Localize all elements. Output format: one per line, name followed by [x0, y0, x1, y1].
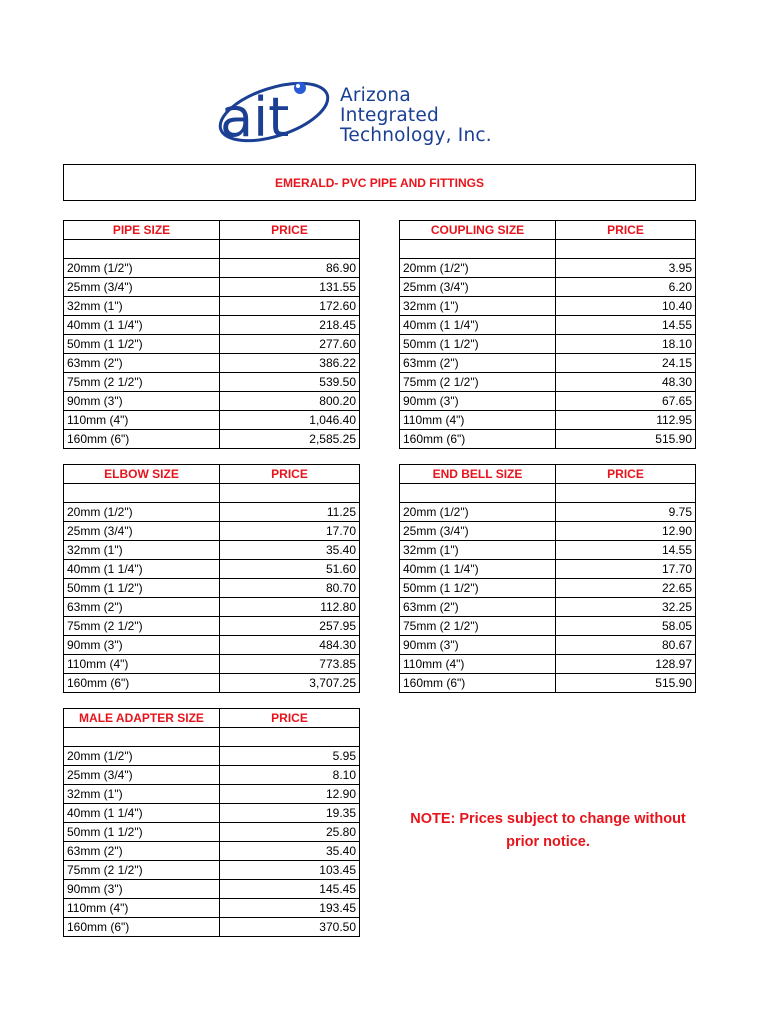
- price-cell: 6.20: [556, 278, 696, 297]
- table-row: [400, 636, 696, 655]
- table-header-row: [400, 465, 696, 484]
- size-cell: 160mm (6"): [400, 674, 556, 693]
- size-cell: 75mm (2 1/2"): [64, 861, 220, 880]
- size-cell: 110mm (4"): [64, 899, 220, 918]
- price-cell: 773.85: [220, 655, 360, 674]
- size-cell: 160mm (6"): [64, 918, 220, 937]
- table-row: [400, 278, 696, 297]
- size-cell: 40mm (1 1/4"): [400, 316, 556, 335]
- size-cell: 25mm (3/4"): [64, 522, 220, 541]
- size-cell: 20mm (1/2"): [400, 259, 556, 278]
- size-cell: 32mm (1"): [64, 785, 220, 804]
- price-cell: 48.30: [556, 373, 696, 392]
- price-cell: 35.40: [220, 541, 360, 560]
- table-header-row: [64, 465, 360, 484]
- table-row: [400, 655, 696, 674]
- size-cell: 75mm (2 1/2"): [400, 373, 556, 392]
- price-cell: 22.65: [556, 579, 696, 598]
- size-cell: 110mm (4"): [64, 655, 220, 674]
- size-cell: 90mm (3"): [64, 392, 220, 411]
- table-row: [400, 674, 696, 693]
- price-cell: 484.30: [220, 636, 360, 655]
- price-cell: 218.45: [220, 316, 360, 335]
- blank-cell: [220, 484, 360, 503]
- ait-logo-mark: [214, 74, 344, 154]
- price-cell: 5.95: [220, 747, 360, 766]
- size-cell: 75mm (2 1/2"): [64, 617, 220, 636]
- price-cell: 8.10: [220, 766, 360, 785]
- table-row: [400, 560, 696, 579]
- table-row: [64, 579, 360, 598]
- logo-mark-text: ait: [220, 86, 290, 149]
- table-row: [64, 560, 360, 579]
- price-cell: 80.70: [220, 579, 360, 598]
- price-cell: 24.15: [556, 354, 696, 373]
- price-cell: 103.45: [220, 861, 360, 880]
- price-cell: 172.60: [220, 297, 360, 316]
- price-cell: 131.55: [220, 278, 360, 297]
- size-cell: 90mm (3"): [400, 636, 556, 655]
- size-cell: 40mm (1 1/4"): [400, 560, 556, 579]
- elbow-price-table: [63, 464, 360, 693]
- size-cell: 63mm (2"): [400, 598, 556, 617]
- size-cell: 63mm (2"): [64, 598, 220, 617]
- price-cell: 11.25: [220, 503, 360, 522]
- table-row: [64, 766, 360, 785]
- table-row: [400, 541, 696, 560]
- size-cell: 50mm (1 1/2"): [400, 579, 556, 598]
- size-cell: 50mm (1 1/2"): [64, 579, 220, 598]
- size-column-header: MALE ADAPTER SIZE: [64, 709, 220, 728]
- price-cell: 35.40: [220, 842, 360, 861]
- company-name-line-2: Integrated: [340, 105, 439, 126]
- table-header-row: [400, 221, 696, 240]
- male-adapter-price-table: [63, 708, 360, 937]
- price-column-header: PRICE: [556, 465, 696, 484]
- note-line-2: prior notice.: [506, 834, 590, 850]
- price-cell: 800.20: [220, 392, 360, 411]
- size-cell: 90mm (3"): [64, 880, 220, 899]
- size-cell: 25mm (3/4"): [64, 766, 220, 785]
- price-column-header: PRICE: [556, 221, 696, 240]
- size-cell: 90mm (3"): [400, 392, 556, 411]
- price-cell: 58.05: [556, 617, 696, 636]
- table-row: [400, 297, 696, 316]
- blank-row: [64, 728, 360, 747]
- price-cell: 12.90: [556, 522, 696, 541]
- table-row: [64, 335, 360, 354]
- price-column-header: PRICE: [220, 221, 360, 240]
- table-row: [64, 411, 360, 430]
- size-cell: 63mm (2"): [400, 354, 556, 373]
- blank-cell: [556, 240, 696, 259]
- price-column-header: PRICE: [220, 465, 360, 484]
- size-cell: 75mm (2 1/2"): [64, 373, 220, 392]
- company-logo: [214, 74, 554, 154]
- table-row: [64, 674, 360, 693]
- size-cell: 25mm (3/4"): [400, 522, 556, 541]
- price-cell: 17.70: [556, 560, 696, 579]
- size-cell: 20mm (1/2"): [64, 503, 220, 522]
- blank-cell: [400, 484, 556, 503]
- blank-cell: [220, 240, 360, 259]
- table-row: [64, 655, 360, 674]
- price-cell: 112.80: [220, 598, 360, 617]
- price-cell: 193.45: [220, 899, 360, 918]
- table-row: [64, 297, 360, 316]
- blank-cell: [64, 728, 220, 747]
- size-cell: 50mm (1 1/2"): [64, 823, 220, 842]
- price-cell: 18.10: [556, 335, 696, 354]
- document-title: EMERALD- PVC PIPE AND FITTINGS: [63, 164, 696, 201]
- table-row: [400, 617, 696, 636]
- table-header-row: [64, 709, 360, 728]
- price-cell: 539.50: [220, 373, 360, 392]
- price-cell: 257.95: [220, 617, 360, 636]
- blank-cell: [64, 484, 220, 503]
- table-row: [64, 503, 360, 522]
- size-cell: 32mm (1"): [400, 297, 556, 316]
- table-row: [400, 430, 696, 449]
- table-row: [400, 259, 696, 278]
- price-cell: 14.55: [556, 541, 696, 560]
- size-cell: 63mm (2"): [64, 842, 220, 861]
- table-row: [64, 354, 360, 373]
- size-cell: 75mm (2 1/2"): [400, 617, 556, 636]
- price-cell: 80.67: [556, 636, 696, 655]
- company-name-line-3: Technology, Inc.: [340, 125, 492, 146]
- table-row: [400, 579, 696, 598]
- table-row: [64, 430, 360, 449]
- price-cell: 370.50: [220, 918, 360, 937]
- table-row: [64, 785, 360, 804]
- price-cell: 515.90: [556, 430, 696, 449]
- blank-row: [400, 484, 696, 503]
- price-cell: 25.80: [220, 823, 360, 842]
- table-row: [64, 373, 360, 392]
- size-cell: 25mm (3/4"): [64, 278, 220, 297]
- price-cell: 14.55: [556, 316, 696, 335]
- table-row: [64, 316, 360, 335]
- size-column-header: PIPE SIZE: [64, 221, 220, 240]
- blank-row: [64, 240, 360, 259]
- price-cell: 12.90: [220, 785, 360, 804]
- size-cell: 50mm (1 1/2"): [64, 335, 220, 354]
- table-row: [64, 804, 360, 823]
- size-column-header: END BELL SIZE: [400, 465, 556, 484]
- size-cell: 20mm (1/2"): [400, 503, 556, 522]
- size-cell: 25mm (3/4"): [400, 278, 556, 297]
- table-row: [64, 278, 360, 297]
- note-line-1: NOTE: Prices subject to change without: [410, 811, 686, 827]
- price-cell: 67.65: [556, 392, 696, 411]
- size-cell: 160mm (6"): [64, 674, 220, 693]
- price-cell: 19.35: [220, 804, 360, 823]
- price-note: [398, 808, 698, 854]
- blank-cell: [64, 240, 220, 259]
- price-cell: 17.70: [220, 522, 360, 541]
- size-cell: 32mm (1"): [400, 541, 556, 560]
- table-row: [64, 880, 360, 899]
- price-cell: 515.90: [556, 674, 696, 693]
- size-column-header: ELBOW SIZE: [64, 465, 220, 484]
- table-row: [400, 411, 696, 430]
- price-cell: 145.45: [220, 880, 360, 899]
- size-cell: 50mm (1 1/2"): [400, 335, 556, 354]
- table-row: [64, 522, 360, 541]
- size-cell: 110mm (4"): [400, 655, 556, 674]
- size-cell: 20mm (1/2"): [64, 259, 220, 278]
- size-cell: 32mm (1"): [64, 541, 220, 560]
- table-row: [64, 541, 360, 560]
- blank-row: [64, 484, 360, 503]
- price-cell: 1,046.40: [220, 411, 360, 430]
- size-cell: 90mm (3"): [64, 636, 220, 655]
- table-row: [64, 259, 360, 278]
- price-cell: 3,707.25: [220, 674, 360, 693]
- table-row: [400, 316, 696, 335]
- size-cell: 40mm (1 1/4"): [64, 804, 220, 823]
- size-cell: 110mm (4"): [64, 411, 220, 430]
- price-cell: 128.97: [556, 655, 696, 674]
- blank-cell: [220, 728, 360, 747]
- price-cell: 277.60: [220, 335, 360, 354]
- table-row: [64, 617, 360, 636]
- table-row: [400, 503, 696, 522]
- table-row: [400, 335, 696, 354]
- size-cell: 63mm (2"): [64, 354, 220, 373]
- size-column-header: COUPLING SIZE: [400, 221, 556, 240]
- price-cell: 10.40: [556, 297, 696, 316]
- price-cell: 51.60: [220, 560, 360, 579]
- table-header-row: [64, 221, 360, 240]
- price-cell: 32.25: [556, 598, 696, 617]
- size-cell: 32mm (1"): [64, 297, 220, 316]
- size-cell: 160mm (6"): [400, 430, 556, 449]
- blank-cell: [400, 240, 556, 259]
- price-cell: 2,585.25: [220, 430, 360, 449]
- coupling-price-table: [399, 220, 696, 449]
- size-cell: 110mm (4"): [400, 411, 556, 430]
- table-row: [400, 522, 696, 541]
- price-column-header: PRICE: [220, 709, 360, 728]
- price-cell: 3.95: [556, 259, 696, 278]
- blank-row: [400, 240, 696, 259]
- table-row: [64, 392, 360, 411]
- table-row: [64, 861, 360, 880]
- price-cell: 86.90: [220, 259, 360, 278]
- company-name: [340, 86, 492, 146]
- table-row: [400, 392, 696, 411]
- table-row: [64, 899, 360, 918]
- blank-cell: [556, 484, 696, 503]
- price-cell: 386.22: [220, 354, 360, 373]
- table-row: [400, 598, 696, 617]
- table-row: [400, 354, 696, 373]
- price-cell: 112.95: [556, 411, 696, 430]
- size-cell: 40mm (1 1/4"): [64, 316, 220, 335]
- pipe-price-table: [63, 220, 360, 449]
- table-row: [64, 823, 360, 842]
- table-row: [64, 598, 360, 617]
- table-row: [64, 747, 360, 766]
- price-cell: 9.75: [556, 503, 696, 522]
- size-cell: 160mm (6"): [64, 430, 220, 449]
- table-row: [64, 842, 360, 861]
- company-name-line-1: Arizona: [340, 85, 411, 106]
- size-cell: 40mm (1 1/4"): [64, 560, 220, 579]
- table-row: [400, 373, 696, 392]
- table-row: [64, 636, 360, 655]
- end-bell-price-table: [399, 464, 696, 693]
- table-row: [64, 918, 360, 937]
- size-cell: 20mm (1/2"): [64, 747, 220, 766]
